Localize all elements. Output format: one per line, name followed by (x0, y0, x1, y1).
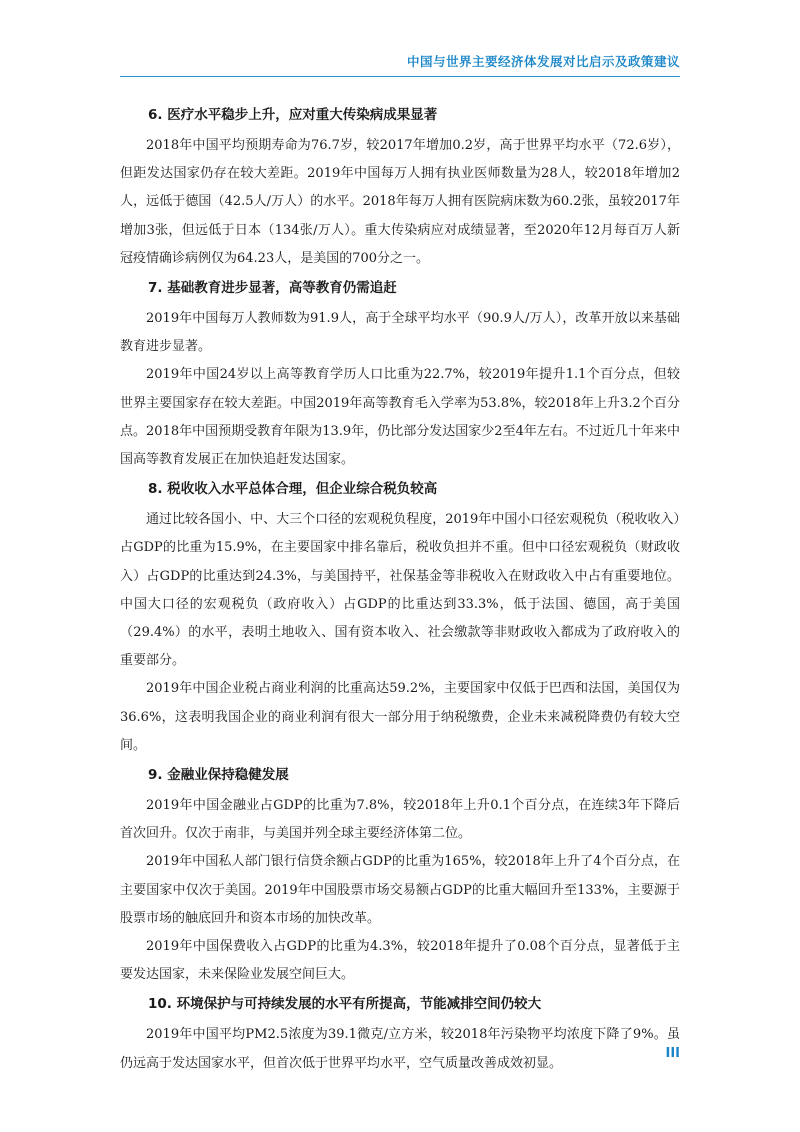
section-9 (120, 766, 680, 989)
running-header: 中国与世界主要经济体发展对比启示及政策建议 (406, 54, 680, 69)
section-heading: 8. 税收收入水平总体合理，但企业综合税负较高 (148, 481, 438, 498)
section-10 (120, 995, 680, 1077)
section-heading: 10. 环境保护与可持续发展的水平有所提高，节能减排空间仍较大 (148, 996, 542, 1013)
paragraph: 2019年中国每万人教师数为91.9人，高于全球平均水平（90.9人/万人），改革开放以来基础教育进步显著。 (120, 311, 680, 355)
paragraph: 通过比较各国小、中、大三个口径的宏观税负程度，2019年中国小口径宏观税负（税收收入）占GDP的比重为15.9%，在主要国家中排名靠后，税收负担并不重。但中口径宏观税负（财政收入）占GDP的比重达到24.3%，与美国持平，社保基金等非税收入在财政收入中占有重要地位。中国大口径的宏观税负（政府收入）占GDP的比重达到33.3%，低于法国、德国，高于美国（29.4%）的水平，表明土地收入、国有资本收入、社会缴款等非财政收入都成为了政府收入的重要部分。 (120, 512, 680, 669)
header-rule (120, 76, 680, 77)
paragraph: 2018年中国平均预期寿命为76.7岁，较2017年增加0.2岁，高于世界平均水平（72.6岁），但距发达国家仍存在较大差距。2019年中国每万人拥有执业医师数量为28人，较2018年增加2人，远低于德国（42.5人/万人）的水平。2018年每万人拥有医院病床数为60.2张，虽较2017年增加3张，但远低于日本（134张/万人）。重大传染病应对成绩显著，至2020年12月每百万人新冠疫情确诊病例仅为64.23人，是美国的700分之一。 (120, 138, 680, 266)
page-number: III (665, 1046, 680, 1061)
section-heading: 9. 金融业保持稳健发展 (148, 767, 289, 784)
paragraph: 2019年中国24岁以上高等教育学历人口比重为22.7%，较2019年提升1.1个百分点，但较世界主要国家存在较大差距。中国2019年高等教育毛入学率为53.8%，较2018年上升3.2个百分点。2018年中国预期受教育年限为13.9年，仍比部分发达国家少2至4年左右。不过近几十年来中国高等教育发展正在加快追赶发达国家。 (120, 367, 680, 468)
paragraph: 2019年中国私人部门银行信贷余额占GDP的比重为165%，较2018年上升了4个百分点，在主要国家中仅次于美国。2019年中国股票市场交易额占GDP的比重大幅回升至133%，主要源于股票市场的触底回升和资本市场的加快改革。 (120, 854, 680, 926)
section-8 (120, 480, 680, 760)
paragraph: 2019年中国金融业占GDP的比重为7.8%，较2018年上升0.1个百分点，在连续3年下降后首次回升。仅次于南非，与美国并列全球主要经济体第二位。 (120, 798, 680, 842)
paragraph: 2019年中国平均PM2.5浓度为39.1微克/立方米，较2018年污染物平均浓度下降了9%。虽仍远高于发达国家水平，但首次低于世界平均水平，空气质量改善成效初显。 (120, 1027, 680, 1071)
section-heading: 7. 基础教育进步显著，高等教育仍需追赶 (148, 280, 397, 297)
section-6 (120, 106, 680, 273)
paragraph: 2019年中国保费收入占GDP的比重为4.3%，较2018年提升了0.08个百分点，显著低于主要发达国家，未来保险业发展空间巨大。 (120, 939, 680, 983)
page-body (120, 100, 680, 1078)
section-7 (120, 279, 680, 474)
paragraph: 2019年中国企业税占商业利润的比重高达59.2%，主要国家中仅低于巴西和法国，美国仅为36.6%，这表明我国企业的商业利润有很大一部分用于纳税缴费，企业未来减税降费仍有较大空间。 (120, 681, 680, 753)
section-heading: 6. 医疗水平稳步上升，应对重大传染病成果显著 (148, 107, 438, 123)
